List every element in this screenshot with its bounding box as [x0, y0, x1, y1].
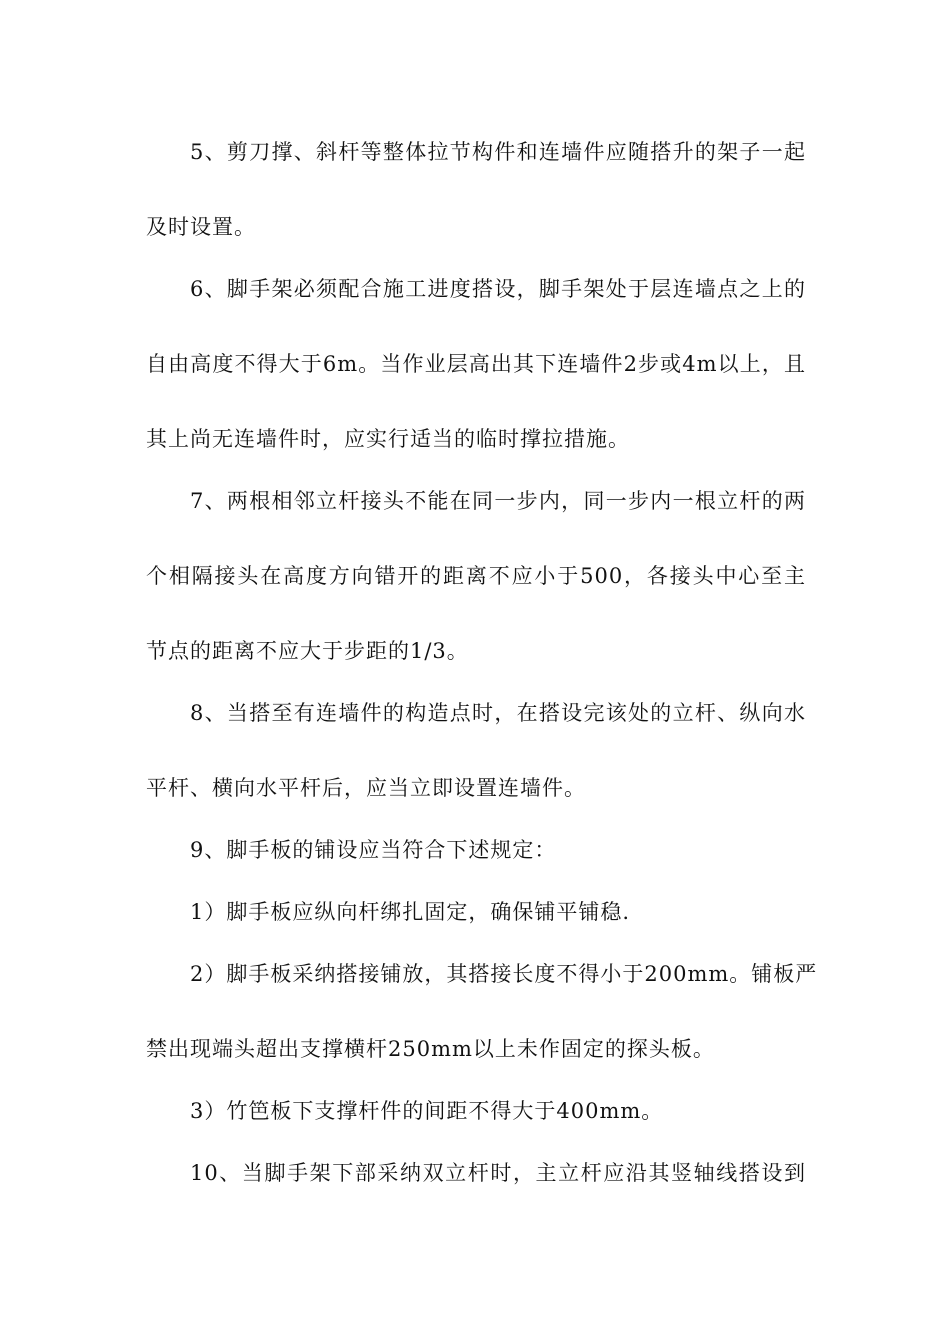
text-line: 及时设置。 [146, 215, 256, 239]
text-line: 5、剪刀撑、斜杆等整体拉节构件和连墙件应随搭升的架子一起 [190, 140, 806, 164]
text-line: 10、当脚手架下部采纳双立杆时，主立杆应沿其竖轴线搭设到 [190, 1161, 806, 1185]
text-line: 6、脚手架必须配合施工进度搭设，脚手架处于层连墙点之上的 [190, 277, 806, 301]
text-line: 9、脚手板的铺设应当符合下述规定： [190, 838, 557, 862]
text-line: 2）脚手板采纳搭接铺放，其搭接长度不得小于200mm。铺板严 [190, 962, 818, 986]
text-line: 平杆、横向水平杆后，应当立即设置连墙件。 [146, 776, 586, 800]
text-line: 3）竹笆板下支撑杆件的间距不得大于400mm。 [190, 1099, 664, 1123]
text-line: 8、当搭至有连墙件的构造点时，在搭设完该处的立杆、纵向水 [190, 701, 806, 725]
text-line: 禁出现端头超出支撑横杆250mm以上未作固定的探头板。 [146, 1037, 715, 1061]
text-line: 其上尚无连墙件时，应实行适当的临时撑拉措施。 [146, 427, 630, 451]
text-line: 1）脚手板应纵向杆绑扎固定，确保铺平铺稳. [190, 900, 631, 924]
text-line: 自由高度不得大于6m。当作业层高出其下连墙件2步或4m以上，且 [146, 352, 806, 376]
text-line: 节点的距离不应大于步距的1/3。 [146, 639, 469, 663]
text-line: 个相隔接头在高度方向错开的距离不应小于500，各接头中心至主 [146, 564, 806, 588]
text-line: 7、两根相邻立杆接头不能在同一步内，同一步内一根立杆的两 [190, 489, 806, 513]
